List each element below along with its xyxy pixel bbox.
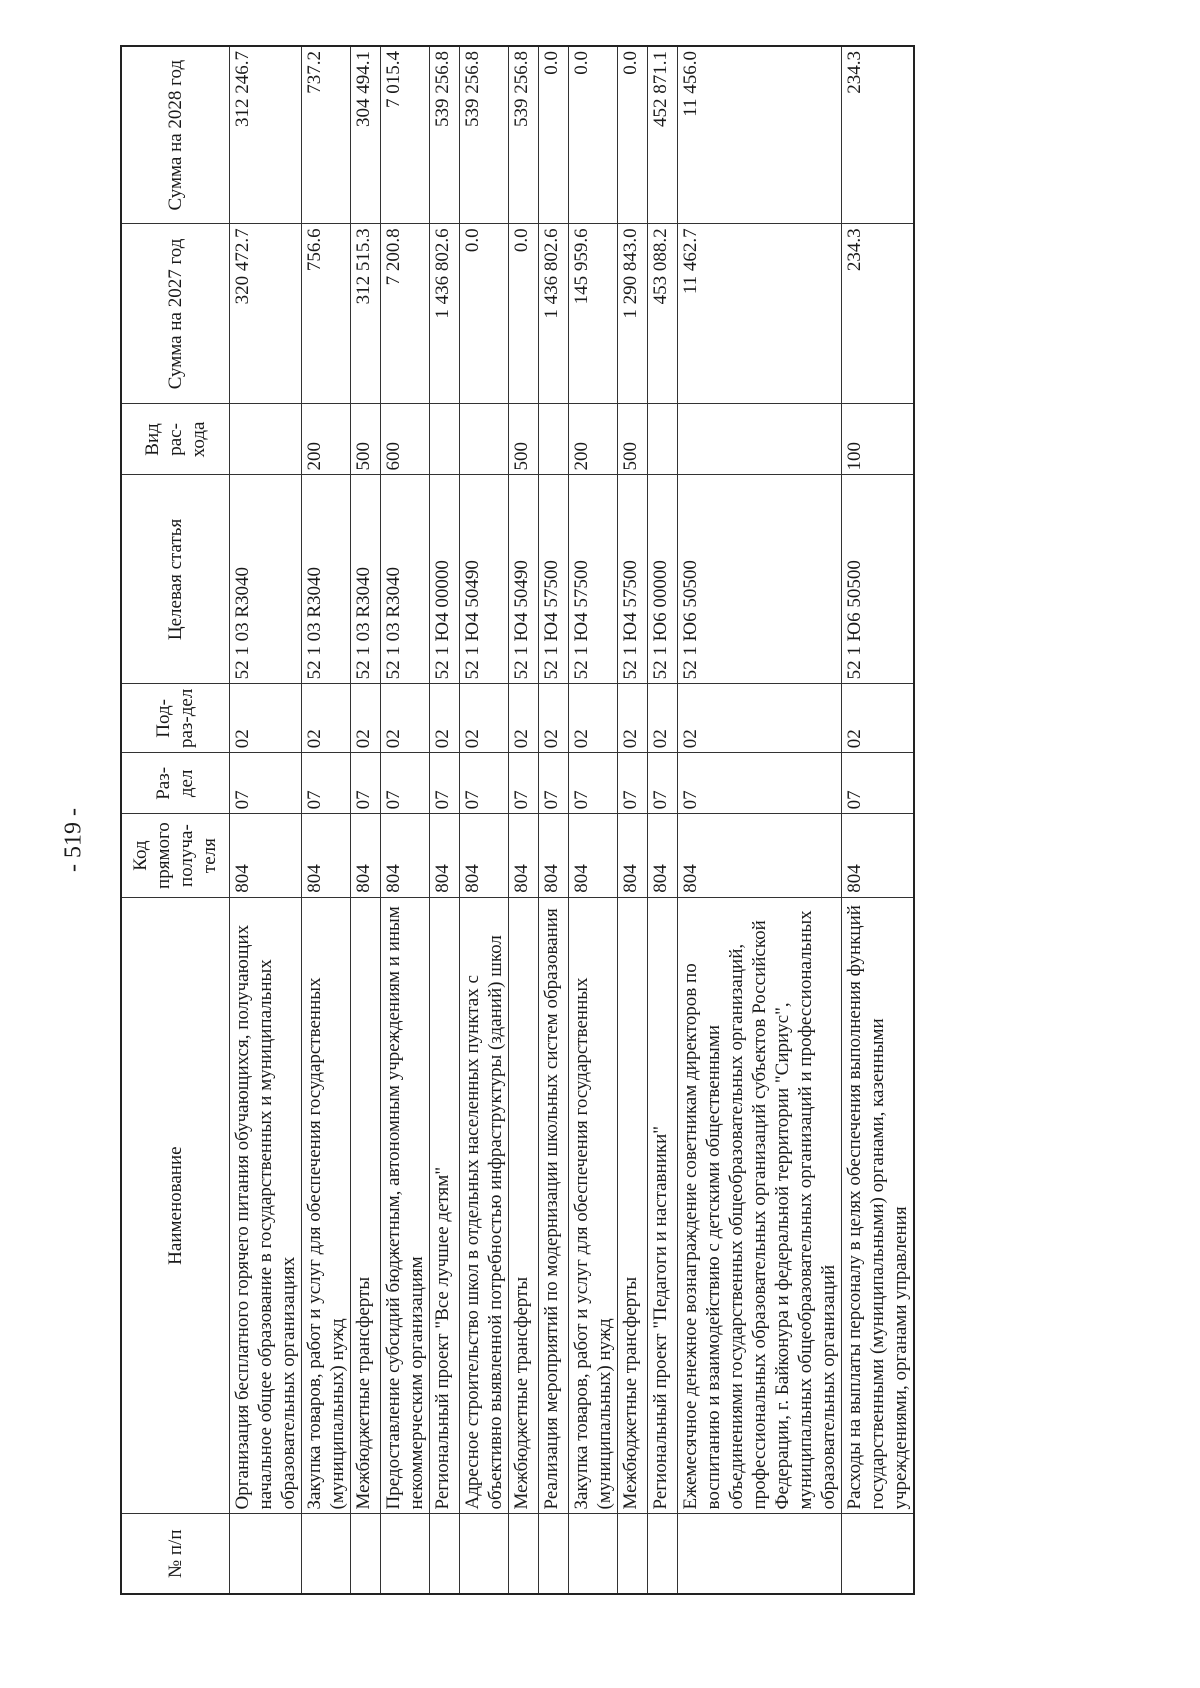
table-row <box>841 46 914 1594</box>
header-section: Раз-дел <box>121 753 229 814</box>
cell-target: 52 1 Ю6 00000 <box>647 475 677 684</box>
cell-expense-type: 600 <box>380 404 429 475</box>
cell-name: Расходы на выплаты персоналу в целях обеспечения выполнения функций государственными (муниципальными) органами, казенными учреждениями, органами управления <box>841 897 914 1514</box>
cell-expense-type <box>429 404 459 475</box>
cell-recipient: 804 <box>350 814 380 897</box>
cell-section: 07 <box>538 753 568 814</box>
header-name: Наименование <box>121 897 229 1514</box>
cell-no <box>429 1514 459 1594</box>
budget-table <box>120 45 915 1595</box>
table-row <box>677 46 841 1594</box>
table-row <box>380 46 429 1594</box>
cell-name: Адресное строительство школ в отдельных населенных пунктах с объективно выявленной потребностью инфраструктуры (зданий) школ <box>459 897 508 1514</box>
cell-name: Предоставление субсидий бюджетным, автономным учреждениям и иным некоммерческим организациям <box>380 897 429 1514</box>
cell-no <box>568 1514 617 1594</box>
cell-sum-2027: 145 959.6 <box>568 224 617 404</box>
cell-name: Межбюджетные трансферты <box>617 897 647 1514</box>
cell-section: 07 <box>677 753 841 814</box>
cell-section: 07 <box>229 753 301 814</box>
cell-section: 07 <box>841 753 914 814</box>
cell-subsection: 02 <box>841 684 914 753</box>
cell-sum-2027: 1 436 802.6 <box>538 224 568 404</box>
cell-section: 07 <box>568 753 617 814</box>
cell-sum-2028: 0.0 <box>568 46 617 224</box>
cell-target: 52 1 Ю4 57500 <box>538 475 568 684</box>
header-sum-2028: Сумма на 2028 год <box>121 46 229 224</box>
cell-subsection: 02 <box>459 684 508 753</box>
cell-name: Организация бесплатного горячего питания обучающихся, получающих начальное общее образование в государственных и муниципальных образовательных организациях <box>229 897 301 1514</box>
cell-sum-2028: 539 256.8 <box>508 46 538 224</box>
cell-subsection: 02 <box>301 684 350 753</box>
cell-target: 52 1 Ю4 50490 <box>459 475 508 684</box>
cell-subsection: 02 <box>429 684 459 753</box>
cell-recipient: 804 <box>380 814 429 897</box>
cell-name: Региональный проект "Педагоги и наставники" <box>647 897 677 1514</box>
cell-sum-2028: 7 015.4 <box>380 46 429 224</box>
cell-sum-2027: 1 290 843.0 <box>617 224 647 404</box>
cell-target: 52 1 Ю4 00000 <box>429 475 459 684</box>
cell-expense-type: 500 <box>508 404 538 475</box>
cell-recipient: 804 <box>459 814 508 897</box>
cell-sum-2028: 312 246.7 <box>229 46 301 224</box>
cell-expense-type <box>538 404 568 475</box>
table-row <box>568 46 617 1594</box>
cell-target: 52 1 03 R3040 <box>229 475 301 684</box>
cell-no <box>229 1514 301 1594</box>
cell-target: 52 1 Ю6 50500 <box>841 475 914 684</box>
cell-expense-type <box>459 404 508 475</box>
cell-name: Реализация мероприятий по модернизации школьных систем образования <box>538 897 568 1514</box>
cell-no <box>508 1514 538 1594</box>
cell-name: Ежемесячное денежное вознаграждение советникам директоров по воспитанию и взаимодействию с детскими общественными объединениями государственных общеобразовательных организаций, профессиональных образовательных организаций субъектов Российской Федерации, г. Байконура и федеральной территории "Сириус", муниципальных общеобразовательных организаций и профессиональных образовательных организаций <box>677 897 841 1514</box>
header-no: № п/п <box>121 1514 229 1594</box>
cell-recipient: 804 <box>538 814 568 897</box>
cell-recipient: 804 <box>568 814 617 897</box>
table-row <box>459 46 508 1594</box>
cell-expense-type <box>677 404 841 475</box>
table-row <box>229 46 301 1594</box>
cell-no <box>647 1514 677 1594</box>
cell-recipient: 804 <box>647 814 677 897</box>
cell-target: 52 1 Ю6 50500 <box>677 475 841 684</box>
cell-target: 52 1 Ю4 50490 <box>508 475 538 684</box>
cell-no <box>841 1514 914 1594</box>
cell-section: 07 <box>429 753 459 814</box>
cell-expense-type: 200 <box>301 404 350 475</box>
cell-sum-2028: 737.2 <box>301 46 350 224</box>
cell-recipient: 804 <box>229 814 301 897</box>
cell-no <box>350 1514 380 1594</box>
cell-sum-2027: 7 200.8 <box>380 224 429 404</box>
page-number: - 519 - <box>60 808 87 872</box>
table-row <box>350 46 380 1594</box>
cell-no <box>617 1514 647 1594</box>
cell-recipient: 804 <box>508 814 538 897</box>
cell-expense-type: 200 <box>568 404 617 475</box>
cell-subsection: 02 <box>617 684 647 753</box>
cell-sum-2028: 234.3 <box>841 46 914 224</box>
cell-expense-type: 500 <box>350 404 380 475</box>
cell-sum-2027: 0.0 <box>459 224 508 404</box>
cell-subsection: 02 <box>380 684 429 753</box>
cell-expense-type <box>647 404 677 475</box>
cell-sum-2027: 1 436 802.6 <box>429 224 459 404</box>
cell-section: 07 <box>301 753 350 814</box>
cell-expense-type <box>229 404 301 475</box>
cell-sum-2027: 453 088.2 <box>647 224 677 404</box>
table-header-row <box>121 46 229 1594</box>
cell-sum-2027: 234.3 <box>841 224 914 404</box>
cell-expense-type: 100 <box>841 404 914 475</box>
cell-subsection: 02 <box>229 684 301 753</box>
cell-name: Закупка товаров, работ и услуг для обеспечения государственных (муниципальных) нужд <box>568 897 617 1514</box>
cell-recipient: 804 <box>429 814 459 897</box>
cell-target: 52 1 03 R3040 <box>380 475 429 684</box>
header-subsection: Под-раз-дел <box>121 684 229 753</box>
cell-name: Закупка товаров, работ и услуг для обеспечения государственных (муниципальных) нужд <box>301 897 350 1514</box>
cell-sum-2028: 0.0 <box>617 46 647 224</box>
table-row <box>538 46 568 1594</box>
header-sum-2027: Сумма на 2027 год <box>121 224 229 404</box>
cell-no <box>380 1514 429 1594</box>
cell-sum-2027: 11 462.7 <box>677 224 841 404</box>
cell-section: 07 <box>508 753 538 814</box>
cell-sum-2028: 539 256.8 <box>459 46 508 224</box>
table-body <box>229 46 914 1594</box>
cell-sum-2027: 312 515.3 <box>350 224 380 404</box>
cell-sum-2027: 320 472.7 <box>229 224 301 404</box>
table-row <box>301 46 350 1594</box>
cell-sum-2028: 452 871.1 <box>647 46 677 224</box>
table-row <box>508 46 538 1594</box>
cell-subsection: 02 <box>677 684 841 753</box>
cell-name: Межбюджетные трансферты <box>350 897 380 1514</box>
table-row <box>617 46 647 1594</box>
cell-subsection: 02 <box>538 684 568 753</box>
cell-no <box>538 1514 568 1594</box>
cell-target: 52 1 Ю4 57500 <box>568 475 617 684</box>
cell-section: 07 <box>380 753 429 814</box>
cell-recipient: 804 <box>841 814 914 897</box>
cell-target: 52 1 03 R3040 <box>301 475 350 684</box>
cell-no <box>677 1514 841 1594</box>
header-recipient: Код прямого получа-теля <box>121 814 229 897</box>
header-expense-type: Вид рас-хода <box>121 404 229 475</box>
cell-subsection: 02 <box>568 684 617 753</box>
cell-recipient: 804 <box>301 814 350 897</box>
cell-sum-2028: 0.0 <box>538 46 568 224</box>
cell-section: 07 <box>617 753 647 814</box>
cell-name: Региональный проект "Все лучшее детям" <box>429 897 459 1514</box>
cell-section: 07 <box>647 753 677 814</box>
cell-section: 07 <box>350 753 380 814</box>
cell-subsection: 02 <box>508 684 538 753</box>
cell-section: 07 <box>459 753 508 814</box>
cell-sum-2027: 0.0 <box>508 224 538 404</box>
cell-name: Межбюджетные трансферты <box>508 897 538 1514</box>
cell-recipient: 804 <box>677 814 841 897</box>
table-row <box>647 46 677 1594</box>
header-target: Целевая статья <box>121 475 229 684</box>
cell-target: 52 1 03 R3040 <box>350 475 380 684</box>
cell-no <box>459 1514 508 1594</box>
cell-recipient: 804 <box>617 814 647 897</box>
cell-subsection: 02 <box>647 684 677 753</box>
cell-sum-2028: 11 456.0 <box>677 46 841 224</box>
cell-target: 52 1 Ю4 57500 <box>617 475 647 684</box>
cell-sum-2027: 756.6 <box>301 224 350 404</box>
cell-subsection: 02 <box>350 684 380 753</box>
cell-expense-type: 500 <box>617 404 647 475</box>
cell-sum-2028: 304 494.1 <box>350 46 380 224</box>
rotated-table-wrapper <box>120 45 1060 1595</box>
cell-no <box>301 1514 350 1594</box>
cell-sum-2028: 539 256.8 <box>429 46 459 224</box>
table-row <box>429 46 459 1594</box>
